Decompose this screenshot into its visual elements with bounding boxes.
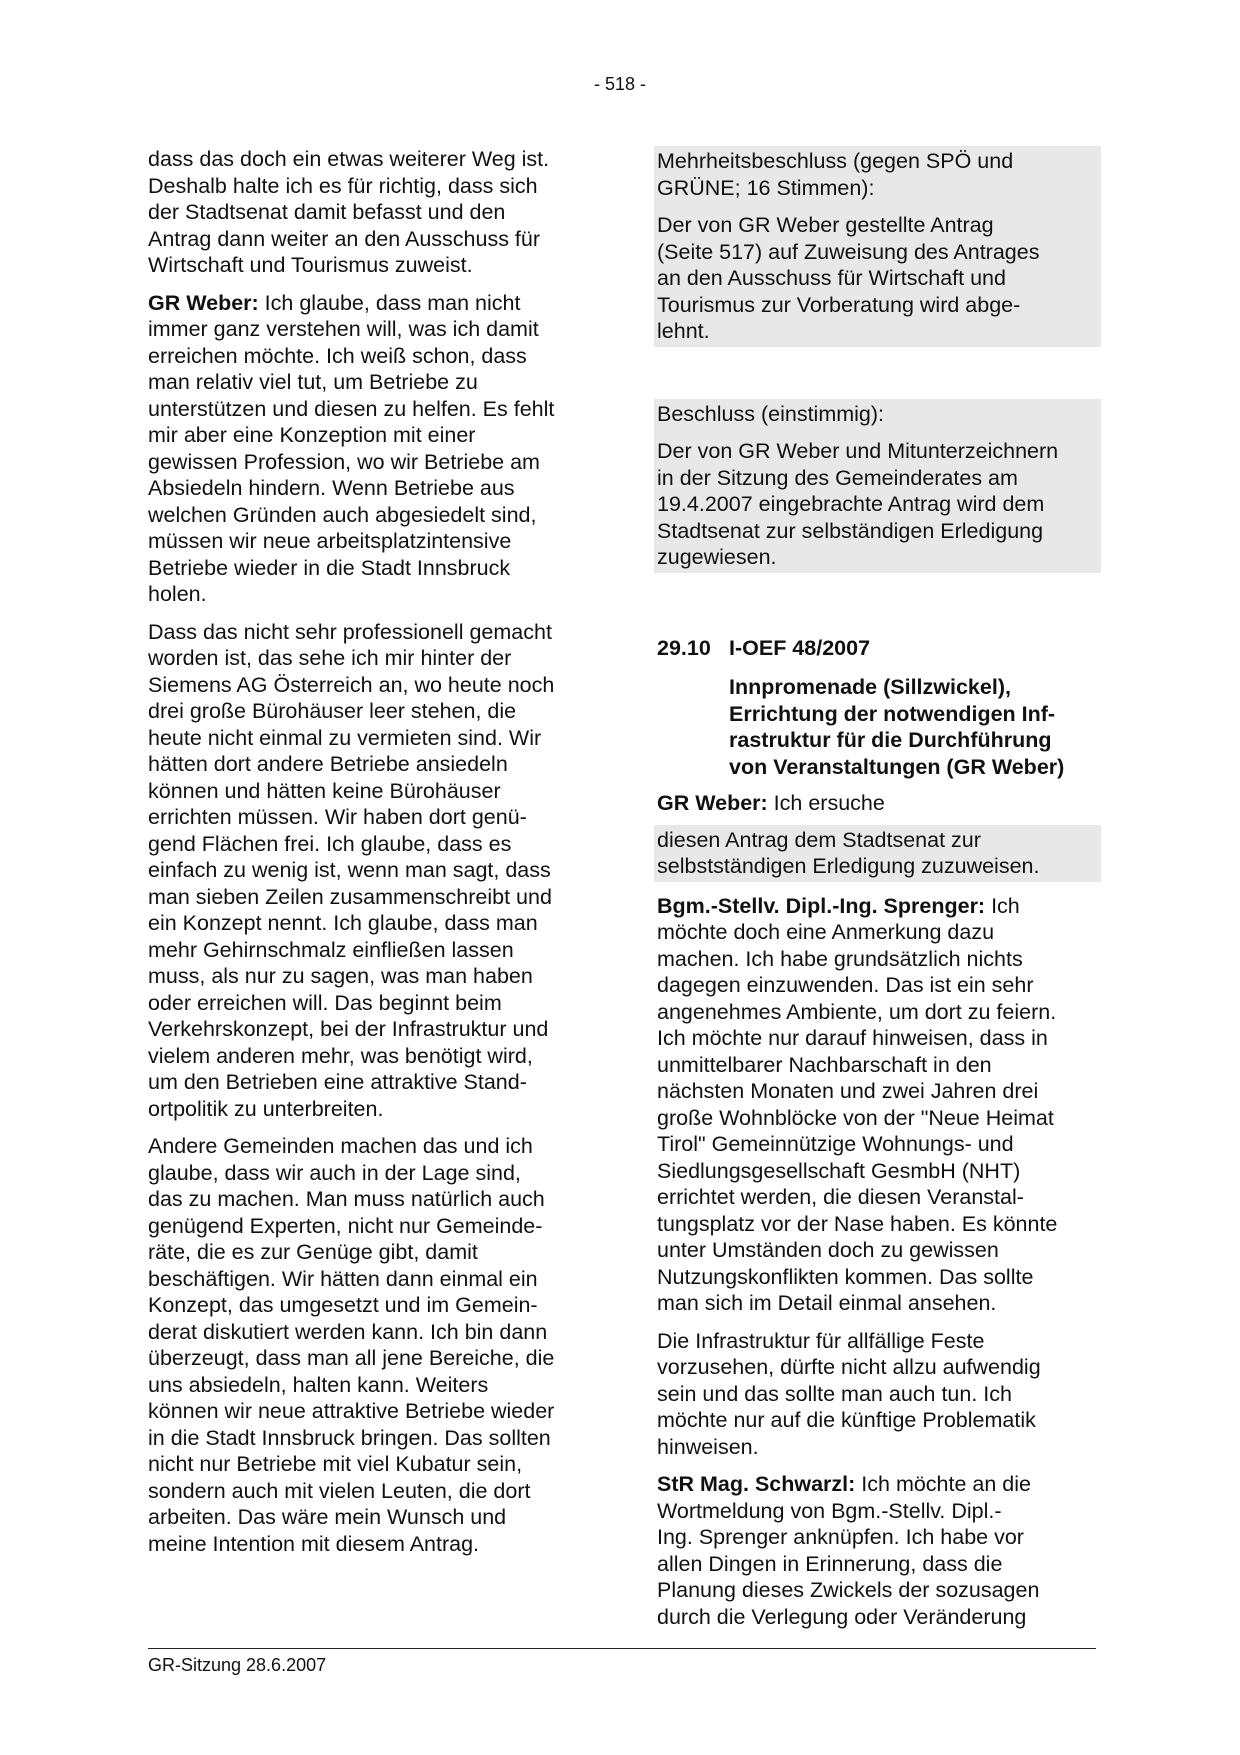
left-line: vielem anderen mehr, was benötigt wird,	[148, 1043, 533, 1068]
left-line: überzeugt, dass man all jene Bereiche, die	[148, 1346, 555, 1370]
left-paragraph	[148, 290, 586, 608]
footer-divider	[148, 1648, 1096, 1649]
left-line: dass das doch ein etwas weiterer Weg ist.	[148, 147, 550, 171]
left-line: genügend Experten, nicht nur Gemeinde-	[148, 1213, 543, 1238]
agenda-item-number: 29.10	[657, 635, 711, 660]
left-line: muss, als nur zu sagen, was man haben	[148, 964, 533, 988]
left-line: gend Flächen frei. Ich glaube, dass es	[148, 831, 512, 856]
left-line: Absiedeln hindern. Wenn Betriebe aus	[148, 476, 515, 500]
right-line: nächsten Monaten und zwei Jahren drei	[657, 1079, 1039, 1103]
left-line: oder erreichen will. Das beginnt beim	[148, 990, 502, 1015]
right-line: vorzusehen, dürfte nicht allzu aufwendig	[657, 1355, 1041, 1379]
left-line: errichten müssen. Wir haben dort genü-	[148, 805, 527, 829]
request-intro	[657, 790, 1095, 817]
agenda-title-line: Innpromenade (Sillzwickel),	[729, 675, 1011, 699]
left-column	[148, 146, 586, 1568]
resolution-heading-line: Beschluss (einstimmig):	[657, 401, 884, 426]
left-line: derat diskutiert werden kann. Ich bin dann	[148, 1319, 548, 1344]
left-line: der Stadtsenat damit befasst und den	[148, 200, 506, 224]
left-line: nicht nur Betriebe mit viel Kubatur sein,	[148, 1452, 523, 1476]
right-line: errichtet werden, die diesen Veranstal-	[657, 1185, 1024, 1209]
left-paragraph	[148, 146, 586, 279]
left-line: gewissen Profession, wo wir Betriebe am	[148, 449, 540, 474]
agenda-item-code: I-OEF 48/2007	[729, 635, 871, 660]
left-line: Antrag dann weiter an den Ausschuss für	[148, 226, 541, 251]
left-line: Verkehrskonzept, bei der Infrastruktur und	[148, 1017, 549, 1041]
left-line: Konzept, das umgesetzt und im Gemein-	[148, 1293, 538, 1317]
speaker-name: Bgm.-Stellv. Dipl.-Ing. Sprenger:	[657, 893, 986, 918]
left-line: hätten dort andere Betriebe ansiedeln	[148, 752, 508, 776]
right-line: man sich im Detail einmal ansehen.	[657, 1291, 997, 1315]
left-line: mehr Gehirnschmalz einfließen lassen	[148, 937, 514, 962]
right-line: möchte nur auf die künftige Problematik	[657, 1408, 1036, 1432]
resolution-body-line: in der Sitzung des Gemeinderates am	[657, 465, 1018, 490]
request-text: Ich ersuche	[767, 791, 885, 815]
left-line: Andere Gemeinden machen das und ich	[148, 1134, 533, 1158]
resolution-majority	[654, 146, 1101, 347]
left-line: Dass das nicht sehr professionell gemacht	[148, 619, 552, 644]
right-line: Bgm.-Stellv. Dipl.-Ing. Sprenger: Ich	[657, 893, 1020, 918]
resolution-body-line: Der von GR Weber gestellte Antrag	[657, 213, 994, 237]
left-line: Wirtschaft und Tourismus zuweist.	[148, 253, 473, 277]
left-line: können und hätten keine Bürohäuser	[148, 778, 501, 803]
left-line: man sieben Zeilen zusammenschreibt und	[148, 884, 552, 909]
left-line: glaube, dass wir auch in der Lage sind,	[148, 1160, 521, 1185]
agenda-title-line: rastruktur für die Durchführung	[729, 728, 1052, 752]
right-line: Siedlungsgesellschaft GesmbH (NHT)	[657, 1158, 1021, 1183]
resolution-body-line: Stadtsenat zur selbständigen Erledigung	[657, 518, 1044, 543]
left-line: einfach zu wenig ist, wenn man sagt, dass	[148, 858, 551, 882]
footer-session-date: GR-Sitzung 28.6.2007	[148, 1655, 327, 1675]
right-line: Die Infrastruktur für allfällige Feste	[657, 1328, 985, 1353]
resolution-body-line: an den Ausschuss für Wirtschaft und	[657, 266, 1006, 290]
speaker-name: StR Mag. Schwarzl:	[657, 1472, 856, 1496]
right-paragraph	[657, 893, 1095, 1317]
left-line: können wir neue attraktive Betriebe wieder	[148, 1399, 555, 1423]
right-line: angenehmes Ambiente, um dort zu feiern.	[657, 999, 1057, 1024]
request-line: selbstständigen Erledigung zuzuweisen.	[657, 854, 1040, 878]
agenda-title-line: von Veranstaltungen (GR Weber)	[729, 754, 1065, 779]
right-line: Wortmeldung von Bgm.-Stellv. Dipl.-	[657, 1498, 1002, 1523]
right-line: StR Mag. Schwarzl: Ich möchte an die	[657, 1472, 1031, 1496]
right-line: machen. Ich habe grundsätzlich nichts	[657, 946, 1023, 971]
left-line: drei große Bürohäuser leer stehen, die	[148, 699, 517, 723]
right-line: durch die Verlegung oder Veränderung	[657, 1604, 1027, 1629]
resolution-body-line: Tourismus zur Vorberatung wird abge-	[657, 292, 1021, 317]
left-line: man relativ viel tut, um Betriebe zu	[148, 370, 478, 394]
right-line: unmittelbarer Nachbarschaft in den	[657, 1052, 992, 1077]
right-line: große Wohnblöcke von der "Neue Heimat	[657, 1105, 1054, 1130]
right-line: sein und das sollte man auch tun. Ich	[657, 1381, 1012, 1406]
left-paragraph	[148, 1133, 586, 1557]
right-line: Ich möchte nur darauf hinweisen, dass in	[657, 1026, 1048, 1050]
resolution-heading-line: Mehrheitsbeschluss (gegen SPÖ und	[657, 149, 1014, 173]
right-line: Tirol" Gemeinnützige Wohnungs- und	[657, 1132, 1014, 1156]
left-line: Betriebe wieder in die Stadt Innsbruck	[148, 555, 511, 580]
left-line: Siemens AG Österreich an, wo heute noch	[148, 672, 555, 697]
left-line: welchen Gründen auch abgesiedelt sind,	[148, 502, 537, 527]
right-line: dagegen einzuwenden. Das ist ein sehr	[657, 973, 1034, 997]
resolution-unanimous	[654, 399, 1101, 573]
left-line: unterstützen und diesen zu helfen. Es fehlt	[148, 396, 555, 421]
left-line: mir aber eine Konzeption mit einer	[148, 423, 476, 447]
agenda-title-line: Errichtung der notwendigen Inf-	[729, 701, 1056, 726]
left-line: meine Intention mit diesem Antrag.	[148, 1531, 480, 1556]
right-line: hinweisen.	[657, 1434, 759, 1459]
left-line: immer ganz verstehen will, was ich damit	[148, 317, 539, 341]
left-line: ortpolitik zu unterbreiten.	[148, 1096, 384, 1121]
left-line: heute nicht einmal zu vermieten sind. Wir	[148, 725, 542, 750]
left-line: beschäftigen. Wir hätten dann einmal ein	[148, 1266, 538, 1291]
right-line: Ing. Sprenger anknüpfen. Ich habe vor	[657, 1525, 1024, 1549]
request-line: diesen Antrag dem Stadtsenat zur	[657, 827, 981, 852]
speaker-name: GR Weber:	[148, 290, 259, 315]
resolution-body-line: Der von GR Weber und Mitunterzeichnern	[657, 439, 1059, 463]
left-line: Deshalb halte ich es für richtig, dass sich	[148, 173, 538, 198]
left-line: uns absiedeln, halten kann. Weiters	[148, 1372, 489, 1397]
left-line: GR Weber: Ich glaube, dass man nicht	[148, 290, 521, 315]
left-line: ein Konzept nennt. Ich glaube, dass man	[148, 911, 538, 935]
left-line: das zu machen. Man muss natürlich auch	[148, 1187, 545, 1211]
left-line: holen.	[148, 582, 207, 606]
left-line: erreichen möchte. Ich weiß schon, dass	[148, 343, 527, 368]
resolution-heading-line: GRÜNE; 16 Stimmen):	[657, 175, 875, 200]
page-number: - 518 -	[593, 74, 647, 94]
agenda-item-header	[657, 635, 1095, 662]
request-speaker: GR Weber:	[657, 791, 768, 815]
right-line: möchte doch eine Anmerkung dazu	[657, 920, 995, 944]
resolution-body-line: lehnt.	[657, 319, 710, 343]
request-highlight	[654, 825, 1101, 882]
right-line: Nutzungskonflikten kommen. Das sollte	[657, 1264, 1034, 1289]
right-paragraph	[657, 1328, 1095, 1461]
left-line: in die Stadt Innsbruck bringen. Das sollten	[148, 1425, 551, 1450]
resolution-body-line: (Seite 517) auf Zuweisung des Antrages	[657, 239, 1040, 264]
left-line: arbeiten. Das wäre mein Wunsch und	[148, 1505, 507, 1529]
resolution-body-line: zugewiesen.	[657, 545, 777, 569]
right-line: Planung dieses Zwickels der sozusagen	[657, 1578, 1040, 1602]
right-column	[657, 146, 1095, 1641]
right-line: tungsplatz vor der Nase haben. Es könnte	[657, 1211, 1058, 1236]
left-line: räte, die es zur Genüge gibt, damit	[148, 1240, 478, 1264]
left-line: worden ist, das sehe ich mir hinter der	[148, 646, 512, 670]
left-line: um den Betrieben eine attraktive Stand-	[148, 1070, 527, 1094]
right-line: unter Umständen doch zu gewissen	[657, 1238, 999, 1262]
left-line: müssen wir neue arbeitsplatzintensive	[148, 529, 512, 553]
right-paragraph	[657, 1471, 1095, 1630]
left-paragraph	[148, 619, 586, 1123]
agenda-item-title	[729, 674, 1095, 780]
right-line: allen Dingen in Erinnerung, dass die	[657, 1551, 1003, 1576]
resolution-body-line: 19.4.2007 eingebrachte Antrag wird dem	[657, 492, 1045, 516]
left-line: sondern auch mit vielen Leuten, die dort	[148, 1478, 531, 1503]
